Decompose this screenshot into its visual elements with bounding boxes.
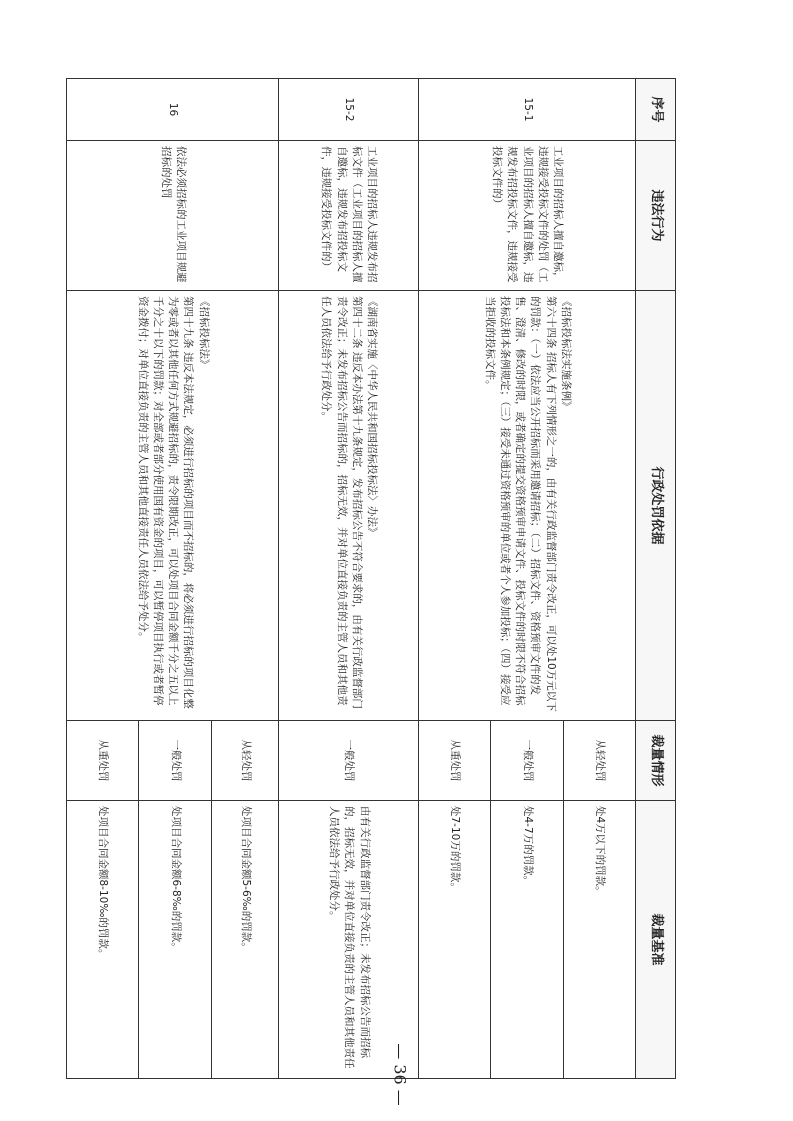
penalty-basis: [67, 291, 279, 721]
header-no: 序号: [636, 79, 676, 141]
violation-act: 依法必须招标的工业项目规避招标的处罚: [67, 141, 279, 291]
penalty-basis: [419, 291, 636, 721]
standard-cell: 处4-7万的罚款。: [491, 801, 563, 1079]
standard-cell: 处7-10万的罚款。: [419, 801, 491, 1079]
situation-cell: 从轻处罚: [211, 721, 279, 801]
standard-cell: 由有关行政监督部门责令改正；未发布招标公告而招标的，招标无效，并对单位直接负责的主管人员和其他责任人员依法给予行政处分。: [279, 801, 419, 1079]
standard-cell: 处4万以下的罚款。: [563, 801, 635, 1079]
penalty-basis: [279, 291, 419, 721]
situation-cell: 一般处罚: [139, 721, 211, 801]
standard-cell: 处项目合同金额5-6‰的罚款。: [211, 801, 279, 1079]
header-situation: 裁量情形: [636, 721, 676, 801]
basis-title: 《招标投标法实施条例》: [559, 296, 572, 412]
row-number: 15-1: [419, 79, 636, 141]
violation-act: 工业项目的招标人擅自邀标，违规接受投标文件的处罚（工业项目的招标人擅自邀标，违规发布招投标文件，违规接受投标文件的）: [419, 141, 636, 291]
situation-cell: 从重处罚: [67, 721, 139, 801]
standard-cell: 处项目合同金额6-8‰的罚款。: [139, 801, 211, 1079]
page-number: — 36 —: [390, 1043, 410, 1106]
table-row: [211, 79, 279, 1079]
header-act: 违法行为: [636, 141, 676, 291]
rotated-table-container: [66, 78, 676, 1078]
table-row: [279, 79, 419, 1079]
header-standard: 裁量基准: [636, 801, 676, 1079]
standard-cell: 处项目合同金额8-10‰的罚款。: [67, 801, 139, 1079]
situation-cell: 从轻处罚: [563, 721, 635, 801]
basis-text: 第四十二条 违反本办法第十九条规定，发布招标公告不符合要求的，由有关行政监督部门责令改正；未发布招标公告而招标的，招标无效，并对单位直接负责的主管人员和其他责任人员依法给予行政处分。: [320, 296, 363, 709]
table-header-row: [636, 79, 676, 1079]
basis-text: 第六十四条 招标人有下列情形之一的，由有关行政监督部门责令改正，可以处10万元以下的罚款：（一）依法应当公开招标而采用邀请招标；（二）招标文件、资格预审文件的发售、澄清、修改的时限，或者确定的提交资格预审申请文件、投标文件的时限不符合招标投标法和本条例规定；（三）接受未通过资格预审的单位或者个人参加投标；（四）接受应当拒收的投标文件。: [483, 296, 557, 712]
table-row: [563, 79, 635, 1079]
situation-cell: 一般处罚: [491, 721, 563, 801]
situation-cell: 一般处罚: [279, 721, 419, 801]
basis-title: 《招标投标法》: [197, 296, 210, 370]
basis-title: 《湖南省实施〈中华人民共和国招标投标法〉办法》: [366, 296, 379, 538]
situation-cell: 从重处罚: [419, 721, 491, 801]
penalty-table: [66, 78, 676, 1079]
row-number: 15-2: [279, 79, 419, 141]
basis-text: 第四十九条 违反本法规定，必须进行招标的项目而不招标的，将必须进行招标的项目化整为零或者以其他任何方式规避招标的，责令限期改正，可以处项目合同金额千分之五以上千分之十以下的罚款；对全部或者部分使用国有资金的项目，可以暂停项目执行或者暂停资金拨付；对单位直接负责的主管人员和其他直接责任人员依法给予处分。: [136, 296, 195, 709]
row-number: 16: [67, 79, 279, 141]
header-basis: 行政处罚依据: [636, 291, 676, 721]
violation-act: 工业项目的招标人违规发布招标文件（工业项目的招标人擅自邀标，违规发布招投标文件，违规接受投标文件的）: [279, 141, 419, 291]
